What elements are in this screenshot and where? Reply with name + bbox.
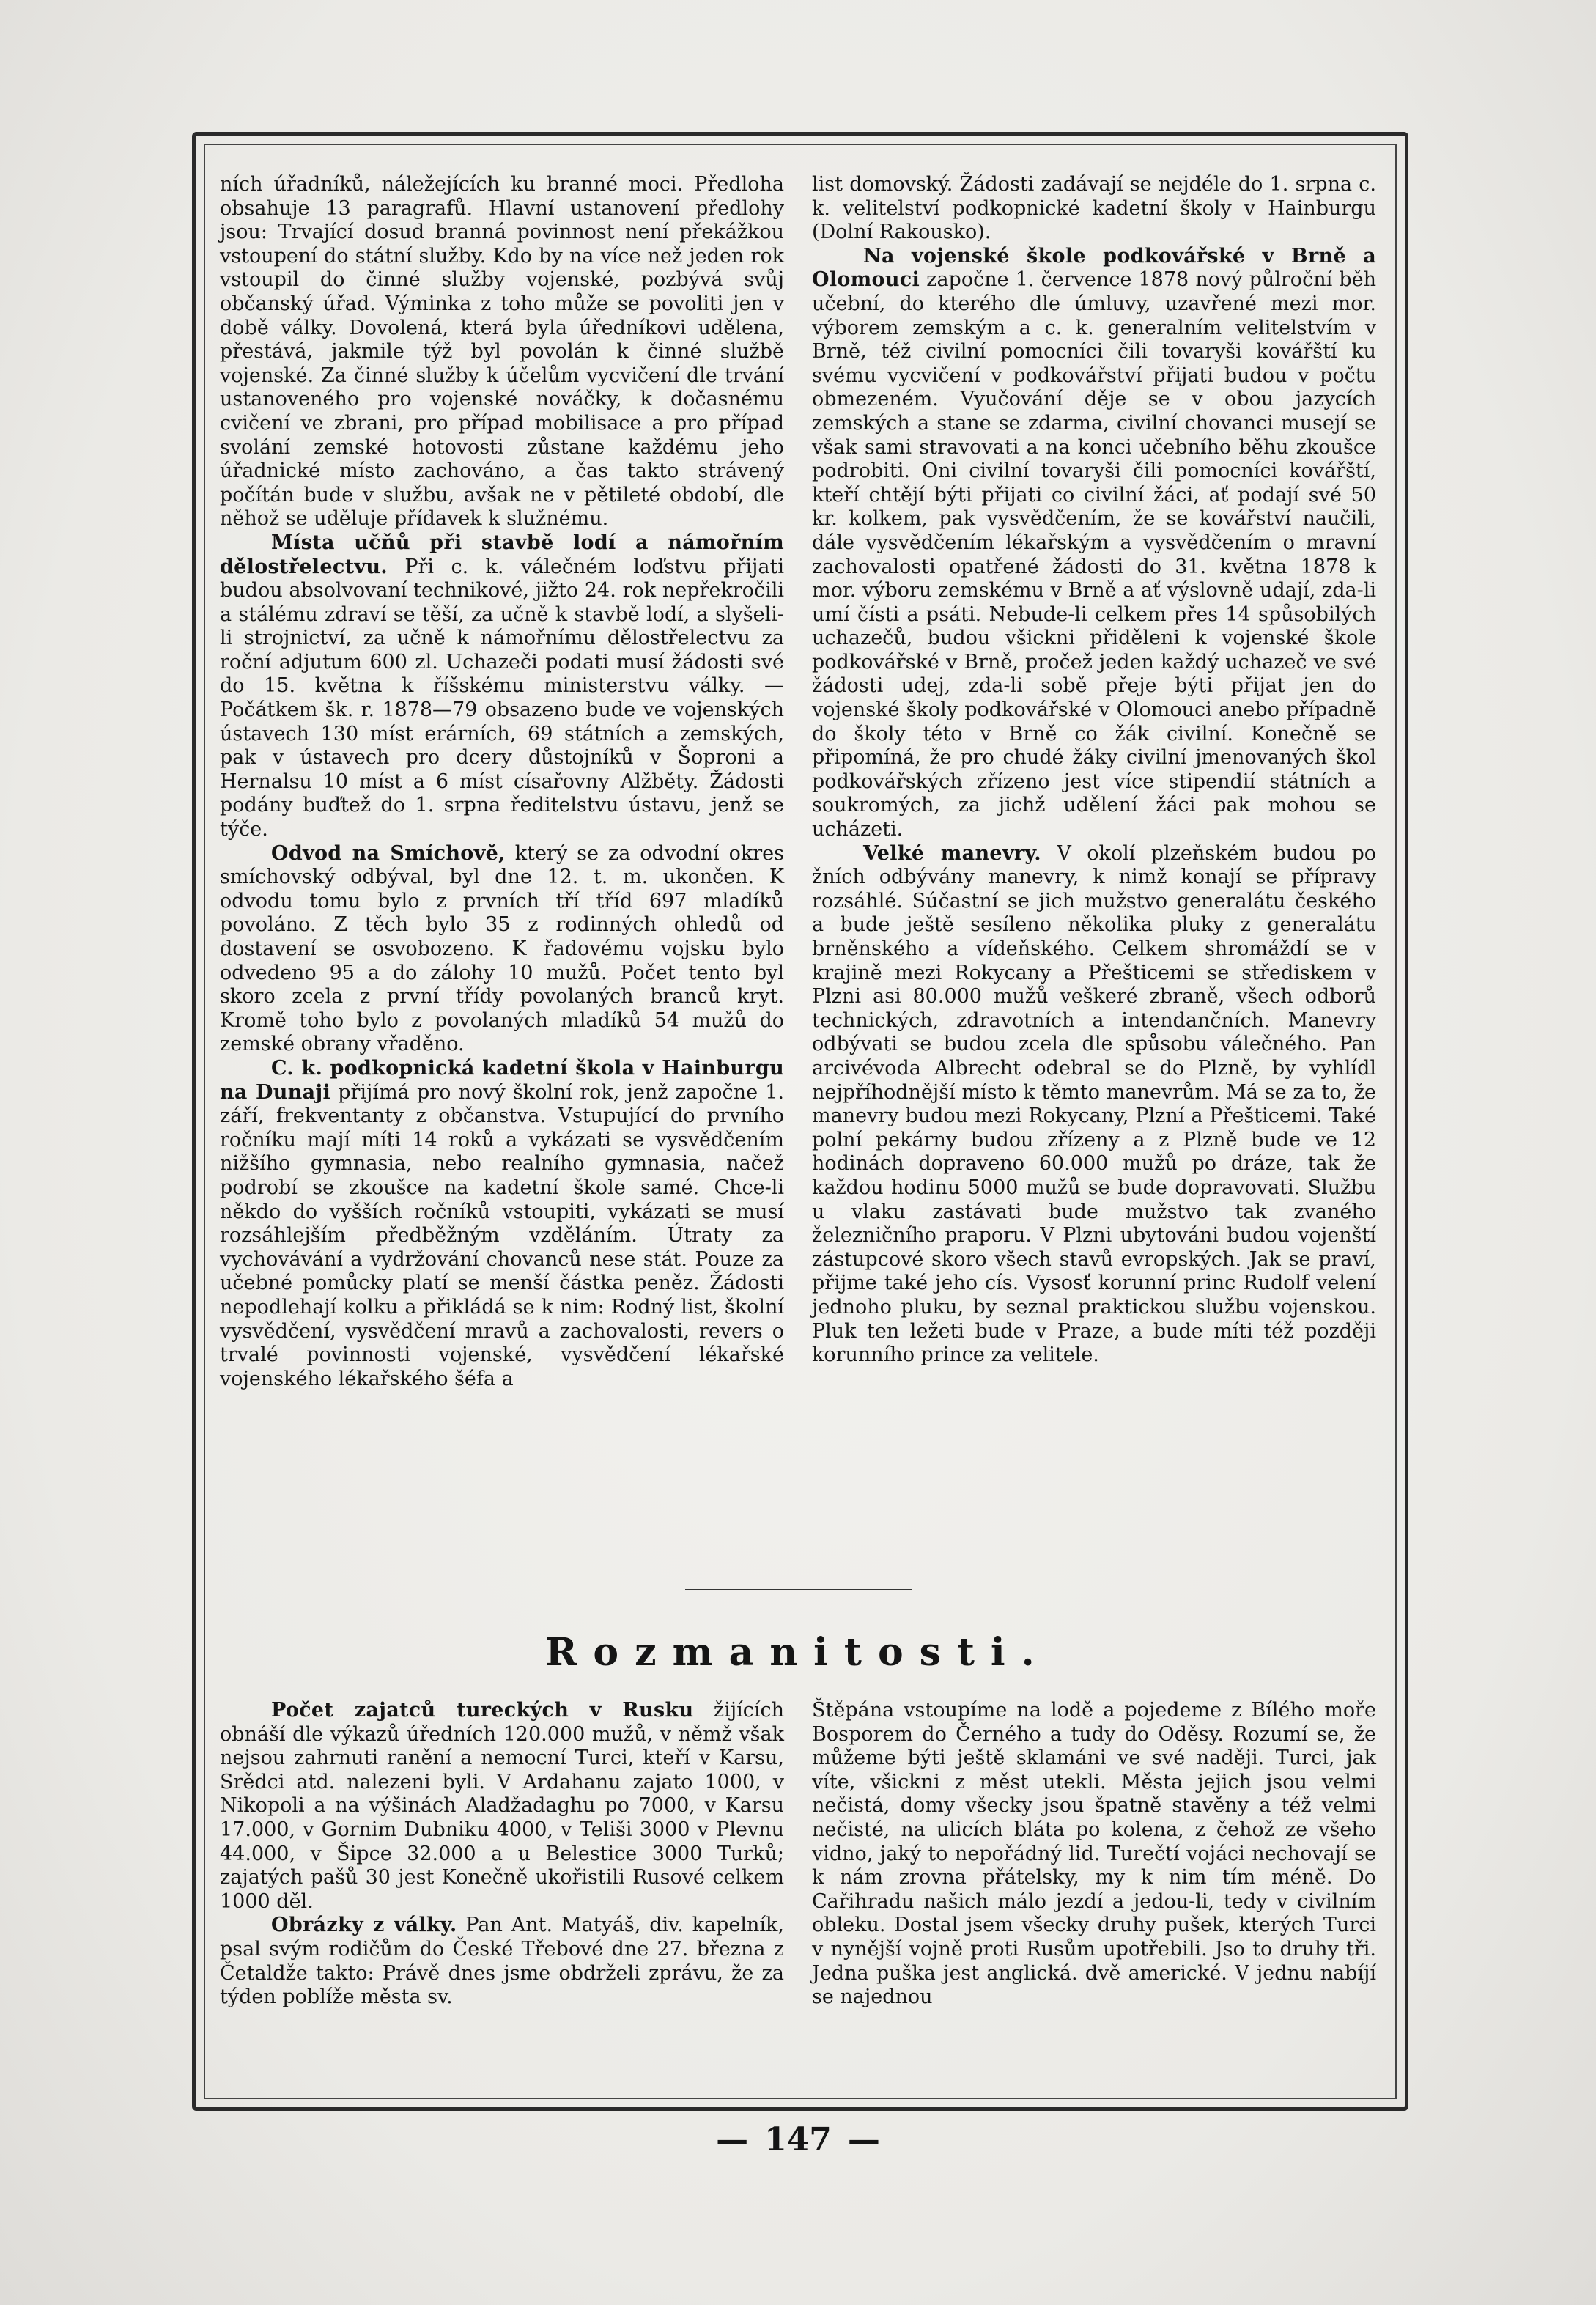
bottom-right-column: [812, 1699, 1376, 2010]
paragraph-heading: Velké manevry.: [863, 841, 1041, 865]
paragraph-body: Pan Ant. Matyáš, div. kapelník, psal svým rodičům do České Třebové dne 27. března z Četaldže takto: Právě dnes jsme obdrželi zprávu, že za týden poblíže města sv.: [220, 1914, 784, 2009]
paragraph: [220, 531, 784, 842]
paragraph: ních úřadníků, náležejících ku branné moci. Předloha obsahuje 13 paragrafů. Hlavní ustanovení předlohy jsou: Trvající dosud branná povinnost není překážkou vstoupení do státní služby. Kdo by na více než jeden rok vstoupil do činné služby vojenské, pozbývá svůj občanský úřad. Výminka z toho může se povoliti jen v době války. Dovolená, která byla úředníkovi udělena, přestává, jakmile týž byl povolán k činné službě vojenské. Za činné služby k účelům vycvičení dle trvání ustanoveného pro vojenské nováčky, k dočasnému cvičení ve zbrani, pro případ mobilisace a pro případ svolání zemské hotovosti zůstane každému jeho úřadnické místo zachováno, a čas takto strávený počítán bude v službu, avšak ne v pětileté období, dle něhož se uděluje přídavek k služnému.: [220, 173, 784, 531]
paragraph-heading: Obrázky z války.: [271, 1914, 457, 1937]
paragraph-body: V okolí plzeňském budou po žních odbývány manevry, k nimž konají se přípravy rozsáhlé. Súčastní se jich mužstvo generalátu českého a bude ještě sesíleno několika pluky z generalátu brněnského a vídeňského. Celkem shromáždí se v krajině mezi Rokycany a Přešticemi se střediskem v Plzni asi 80.000 mužů veškeré zbraně, všech odborů technických, zdravotních a intendančních. Manevry odbývati se budou zcela dle spůsobu válečného. Pan arcivévoda Albrecht odebral se do Plzně, by vyhlídl nejpříhodnější místo k těmto manevrům. Má se za to, že manevry budou mezi Rokycany, Plzní a Přešticemi. Také polní pekárny budou zřízeny a z Plzně bude ve 12 hodinách dopraveno 60.000 mužů po dráze, tak že každou hodinu 5000 mužů se bude dopravovati. Službu u vlaku zastávati bude mužstvo tak zvaného železničního praporu. V Plzni ubytováni budou vojenští zástupcové skoro všech stavů evropských. Jak se praví, přijme také jeho cís. Vysosť korunní princ Rudolf velení jednoho pluku, by seznal praktickou službu vojenskou. Pluk ten ležeti bude v Praze, a bude míti též později korunního prince za velitele.: [812, 841, 1376, 1367]
paragraph: [220, 1699, 784, 1914]
paragraph: [220, 1057, 784, 1391]
paragraph: Štěpána vstoupíme na lodě a pojedeme z Bílého moře Bosporem do Černého a tudy do Oděsy. Rozumí se, že můžeme býti ještě sklamáni ve své naději. Turci, jak víte, všickni z měst utekli. Města jejich jsou velmi nečistá, domy všecky jsou špatně stavěny a též velmi nečisté, na ulicích bláta po kolena, z čehož ze všeho vidno, jaký to nepořádný lid. Turečtí vojáci nechovají se k nám zrovna přátelsky, my k nim tím méně. Do Cařihradu našich málo jezdí a jedou-li, tedy v civilním obleku. Dostal jsem všecky druhy pušek, kterých Turci v nynější vojně proti Rusům upotřebili. Jso to druhy tři. Jedna puška jest anglická. dvě americké. V jednu nabíjí se najednou: [812, 1699, 1376, 2009]
paragraph: [220, 1914, 784, 2009]
paragraph-body: Při c. k. válečném loďstvu přijati budou absolvovaní technikové, jižto 24. rok nepřekročili a stálému zdraví se těší, za učně k stavbě lodí, a slyšeli-li strojnictví, za učně k námořnímu dělostřelectvu za roční adjutum 600 zl. Uchazeči podati musí žádosti své do 15. května k říšskému ministerstvu války. — Počátkem šk. r. 1878—79 obsazeno bude ve vojenských ústavech 130 míst erárních, 69 státních a zemských, pak v ústavech pro dcery důstojníků v Šoproni a Hernalsu 10 míst a 6 míst císařovny Alžběty. Žádosti podány buďtež do 1. srpna ředitelstvu ústavu, jenž se týče.: [220, 555, 784, 841]
page-number-dash: —: [847, 2121, 880, 2158]
paragraph-heading: C. k. podkopnická kadetní škola v Hainburgu na Dunaji: [220, 1056, 784, 1104]
paragraph-heading: Odvod na Smíchově,: [271, 841, 506, 865]
paragraph-heading: Na vojenské škole podkovářské v Brně a Olomouci: [812, 244, 1376, 292]
top-left-column: [220, 173, 784, 1391]
paragraph: [812, 245, 1376, 842]
bottom-left-column: [220, 1699, 784, 2010]
paragraph: list domovský. Žádosti zadávají se nejdéle do 1. srpna c. k. velitelství podkopnické kadetní školy v Hainburgu (Dolní Rakousko).: [812, 173, 1376, 244]
paragraph-heading: Počet zajatců tureckých v Rusku: [271, 1699, 694, 1722]
page-number-dash: —: [716, 2121, 749, 2158]
section-divider: [685, 1589, 912, 1590]
page-number: [0, 2122, 1596, 2158]
paragraph: [812, 842, 1376, 1368]
page-number-value: 147: [764, 2121, 832, 2158]
paragraph-body: který se za odvodní okres smíchovský odbýval, byl dne 12. t. m. ukončen. K odvodu tomu bylo z prvních tří tříd 697 mladíků povoláno. Z těch bylo 35 z rodinných ohledů od dostavení se osvobozeno. K řadovému vojsku bylo odvedeno 95 a do zálohy 10 mužů. Počet tento byl skoro zcela z první třídy povolaných branců kryt. Kromě toho bylo z povolaných mladíků 54 mužů do zemské obrany vřaděno.: [220, 841, 784, 1056]
section-title: Rozmanitosti.: [545, 1630, 1051, 1675]
paragraph-heading: Místa učňů při stavbě lodí a námořním dělostřelectvu.: [220, 531, 784, 578]
paragraph: [220, 842, 784, 1057]
paragraph-body: započne 1. července 1878 nový půlroční běh učební, do kterého dle úmluvy, uzavřené mezi mor. výborem zemským a c. k. generalním velitelstvím v Brně, též civilní pomocníci čili tovaryši kovářští ku svému vycvičení v podkovářství přijati budou v počtu obmezeném. Vyučování děje se v obou jazycích zemských a stane se zdarma, civilní chovanci musejí se však sami stravovati a na konci učebního běhu zkoušce podrobiti. Oni civilní tovaryši čili pomocníci kovářští, kteří chtějí býti přijati co civilní žáci, ať podají své 50 kr. kolkem, pak vysvědčením, že se kovářství naučili, dále vysvědčením lékařským a vysvědčením o mravní zachovalosti opatřené žádosti do 31. května 1878 k mor. výboru zemskému v Brně a ať výslovně udají, zda-li umí čísti a psáti. Nebude-li celkem přes 14 spůsobilých uchazečů, budou všickni přiděleni k vojenské škole podkovářské v Brně, pročež jeden každý uchazeč ve své žádosti udej, zda-li sobě přeje býti přijat jen do vojenské školy podkovářské v Olomouci anebo případně do školy této v Brně co žák civilní. Konečně se připomíná, že pro chudé žáky civilní jmenovaných škol podkovářských zřízeno jest více stipendií státních a soukromých, za jichž udělení žáci pak mohou se ucházeti.: [812, 268, 1376, 841]
top-right-column: [812, 173, 1376, 1368]
paragraph-body: žijících obnáší dle výkazů úředních 120.000 mužů, v němž však nejsou zahrnuti ranění a nemocní Turci, kteří v Karsu, Srědci atd. nalezeni byli. V Ardahanu zajato 1000, v Nikopoli a na výšinách Aladžadaghu po 7000, v Karsu 17.000, v Gornim Dubniku 4000, v Teliši 3000 v Plevnu 44.000, v Šipce 32.000 a u Belestice 3000 Turků; zajatých pašů 30 jest Konečně ukořistili Rusové celkem 1000 děl.: [220, 1699, 784, 1913]
paragraph-body: přijímá pro nový školní rok, jenž započne 1. září, frekventanty z občanstva. Vstupující do prvního ročníku mají míti 14 roků a vykázati se vysvědčením nižšího gymnasia, nebo realního gymnasia, načež podrobí se zkoušce na kadetní škole samé. Chce-li někdo do vyšších ročníků vstoupiti, vykázati se musí rozsáhlejším předběžným vzděláním. Útraty za vychovávání a vydržování chovanců nese stát. Pouze za učebné pomůcky platí se menší částka peněz. Žádosti nepodlehají kolku a přikládá se k nim: Rodný list, školní vysvědčení, vysvědčení mravů a zachovalosti, revers o trvalé povinnosti vojenské, vysvědčení lékařské vojenského lékařského šéfa a: [220, 1080, 784, 1390]
